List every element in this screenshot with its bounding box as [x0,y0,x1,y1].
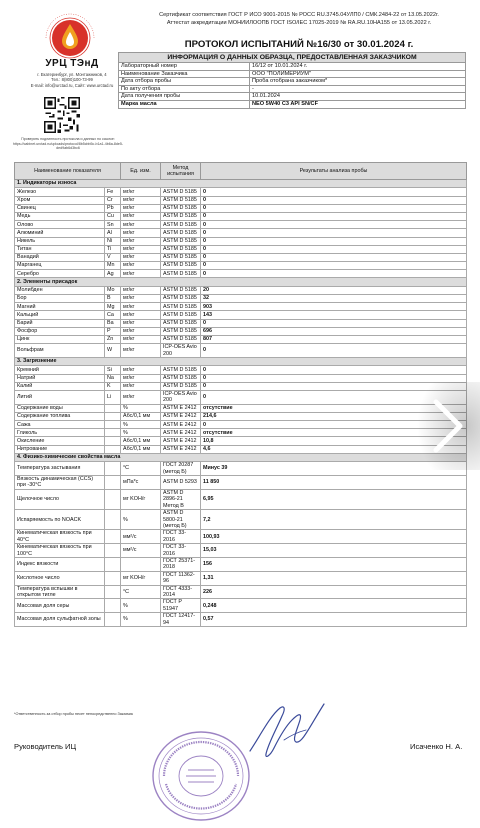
column-header: Наименование показателя [15,163,121,180]
table-row [15,530,467,544]
info-value: ООО "ПОЛИМЕРИУМ" [250,70,466,78]
element-symbol [105,571,121,585]
unit: мг/кг [121,335,161,343]
element-symbol: Sn [105,221,121,229]
result-value: 11 850 [201,476,467,490]
test-method: ASTM E 2412 [161,421,201,429]
test-method: ASTM D 5185 [161,335,201,343]
unit [121,557,161,571]
indicator-name: Молибден [15,286,105,294]
unit: % [121,421,161,429]
table-row [15,585,467,599]
unit: мг/кг [121,270,161,278]
element-symbol [105,544,121,558]
info-value: NEO 5W40 C3 API SN/CF [250,100,466,108]
unit: мг/кг [121,245,161,253]
indicator-name: Хром [15,196,105,204]
result-value: 226 [201,585,467,599]
unit: мг/кг [121,221,161,229]
sample-info-title: ИНФОРМАЦИЯ О ДАННЫХ ОБРАЗЦА, ПРЕДОСТАВЛЕННАЯ ЗАКАЗЧИКОМ [119,53,466,63]
element-symbol: Cu [105,212,121,220]
certificate-line: Сертификат соответствия ГОСТ Р ИСО 9001-2015 № РОСС RU.3745.04УЛП0 / СМК.2484-22 от 13.05.2022г. [159,12,439,18]
unit: мПа*с [121,476,161,490]
test-method: ASTM E 2412 [161,445,201,453]
info-label: По акту отбора [119,85,250,93]
unit: мг/кг [121,237,161,245]
indicator-name: Медь [15,212,105,220]
element-symbol: Pb [105,204,121,212]
element-symbol: Li [105,390,121,404]
result-value: 0 [201,212,467,220]
unit: мм²/с [121,530,161,544]
info-value: 10.01.2024 [250,93,466,101]
info-label: Наименование Заказчика [119,70,250,78]
unit: мг/кг [121,188,161,196]
test-method: ASTM D 5185 [161,327,201,335]
result-value: 0 [201,253,467,261]
unit: мг/кг [121,319,161,327]
test-method: ASTM D 5185 [161,212,201,220]
unit: Абс/0,1 мм [121,412,161,420]
indicator-name: Массовая доля сульфатной золы [15,613,105,627]
result-value: 20 [201,286,467,294]
table-row [15,489,467,509]
element-symbol [105,530,121,544]
footnote: *Ответственность за отбор пробы несет непосредственно Заказчик [14,712,134,716]
result-value: 0 [201,421,467,429]
indicator-name: Фосфор [15,327,105,335]
table-row [15,212,467,220]
table-row [15,404,467,412]
org-address: г. Екатеринбург, ул. Монтажников, 4 [37,72,107,77]
result-value: 0 [201,319,467,327]
test-method: ASTM D 5185 [161,237,201,245]
unit: мг/кг [121,204,161,212]
element-symbol: Fe [105,188,121,196]
indicator-name: Титан [15,245,105,253]
element-symbol: Ba [105,319,121,327]
table-row [15,270,467,278]
element-symbol [105,429,121,437]
unit: % [121,510,161,530]
element-symbol [105,510,121,530]
table-row [15,253,467,261]
element-symbol [105,437,121,445]
test-method: ASTM D 5293 [161,476,201,490]
result-value: 6,95 [201,489,467,509]
result-value: 0 [201,221,467,229]
indicator-name: Марганец [15,262,105,270]
unit: мг KOH/г [121,571,161,585]
test-method: ГОСТ 4333-2014 [161,585,201,599]
indicator-name: Калий [15,382,105,390]
qr-caption: Проверить подлинность протокола и данных по ссылке: https://cabinet.urctad.ru/uploads/protocol/8b5cbb5c-b1a1-4b6a-8de5-ded9ab6d3bc6 [12,137,124,151]
result-value: 0 [201,390,467,404]
section-row [15,180,467,188]
unit: мг/кг [121,295,161,303]
element-symbol [105,613,121,627]
indicator-name: Серебро [15,270,105,278]
official-stamp [150,728,252,824]
section-row [15,278,467,286]
test-method: ГОСТ 25371-2018 [161,557,201,571]
table-row [15,390,467,404]
test-method: ASTM D 5185 [161,196,201,204]
unit: % [121,404,161,412]
result-value: 903 [201,303,467,311]
result-value: 0 [201,344,467,358]
element-symbol: Al [105,229,121,237]
result-value: 0,248 [201,599,467,613]
result-value: 0 [201,196,467,204]
test-method: ГОСТ 20287 (метод Б) [161,462,201,476]
result-value: 15,03 [201,544,467,558]
indicator-name: Содержание топлива [15,412,105,420]
test-method: ASTM D 5185 [161,286,201,294]
indicator-name: Ванадий [15,253,105,261]
info-label: Марка масла [119,100,250,108]
table-row [15,437,467,445]
result-value: 0 [201,229,467,237]
table-row [15,196,467,204]
element-symbol [105,421,121,429]
element-symbol: Ni [105,237,121,245]
table-row [15,303,467,311]
org-name: УРЦ ТЭнД [45,58,99,69]
result-value: Минус 39 [201,462,467,476]
element-symbol [105,476,121,490]
unit: мг/кг [121,253,161,261]
test-method: ASTM D 5185 [161,245,201,253]
element-symbol: P [105,327,121,335]
table-row [15,476,467,490]
table-row [15,412,467,420]
signatory-title: Руководитель ИЦ [14,742,77,751]
indicator-name: Литий [15,390,105,404]
result-value: 100,93 [201,530,467,544]
test-method: ASTM E 2412 [161,412,201,420]
table-row [15,286,467,294]
test-method: ICP-OES Avio 200 [161,390,201,404]
sample-info-table [118,52,466,109]
test-method: ASTM D 5185 [161,382,201,390]
table-row [15,221,467,229]
indicator-name: Окисление [15,437,105,445]
info-label: Лабораторный номер [119,63,250,71]
column-header: Ед. изм. [121,163,161,180]
unit: мг/кг [121,382,161,390]
info-label: Дата получения пробы [119,93,250,101]
unit: мг/кг [121,262,161,270]
test-method: ASTM D 5185 [161,270,201,278]
result-value: 4,6 [201,445,467,453]
test-method: ASTM D 5185 [161,374,201,382]
test-method: ASTM D 5185 [161,311,201,319]
unit: мг/кг [121,311,161,319]
unit: мг/кг [121,390,161,404]
test-method: ГОСТ 33-2016 [161,544,201,558]
element-symbol [105,404,121,412]
result-value: 0 [201,245,467,253]
result-value: отсутствие [201,404,467,412]
indicator-name: Испаряемость по NOACK [15,510,105,530]
section-title: 2. Элементы присадок [15,278,467,286]
element-symbol [105,412,121,420]
test-method: ASTM E 2412 [161,429,201,437]
element-symbol [105,445,121,453]
indicator-name: Железо [15,188,105,196]
result-value: 0 [201,366,467,374]
results-body [15,180,467,627]
table-row [15,613,467,627]
results-table [14,162,467,627]
table-row [15,366,467,374]
element-symbol: Si [105,366,121,374]
test-method: ASTM D 5185 [161,295,201,303]
section-title: 1. Индикаторы износа [15,180,467,188]
table-row [15,295,467,303]
unit: мг/кг [121,366,161,374]
unit: % [121,613,161,627]
indicator-name: Температура вспышки в открытом тигле [15,585,105,599]
result-value: 156 [201,557,467,571]
test-method: ASTM D 5185 [161,253,201,261]
unit: мг/кг [121,229,161,237]
element-symbol: Na [105,374,121,382]
test-method: ASTM D 5185 [161,188,201,196]
indicator-name: Натрий [15,374,105,382]
result-value: 0,57 [201,613,467,627]
test-method: ASTM D 5185 [161,319,201,327]
indicator-name: Кинематическая вязкость при 100°С [15,544,105,558]
unit: мг/кг [121,344,161,358]
accreditation-line: Аттестат аккредитации МОНИИЛООПБ ГОСТ ISO/IEC 17025-2019 № RA.RU.10HA155 от 13.05.2022 г. [166,20,432,26]
unit: % [121,429,161,437]
indicator-name: Бор [15,295,105,303]
table-row [15,245,467,253]
element-symbol: Ti [105,245,121,253]
result-value: 0 [201,270,467,278]
qr-code[interactable] [44,97,80,133]
element-symbol: W [105,344,121,358]
element-symbol: Mg [105,303,121,311]
table-row [15,374,467,382]
indicator-name: Массовая доля серы [15,599,105,613]
test-method: ГОСТ 33-2016 [161,530,201,544]
indicator-name: Кинематическая вязкость при 40°С [15,530,105,544]
element-symbol: K [105,382,121,390]
signatory-name: Исаченко Н. А. [410,742,463,751]
element-symbol [105,462,121,476]
indicator-name: Гликоль [15,429,105,437]
info-value: 16/12 от 10.01.2024 г. [250,63,466,71]
table-row [15,204,467,212]
unit: мг/кг [121,374,161,382]
test-method: ASTM D 5185 [161,366,201,374]
result-value: 10,8 [201,437,467,445]
unit: Абс/0,1 мм [121,445,161,453]
element-symbol: Mo [105,286,121,294]
chevron-right-icon[interactable] [410,382,480,470]
test-method: ГОСТ Р 51947 [161,599,201,613]
indicator-name: Никель [15,237,105,245]
table-row [15,327,467,335]
unit: мг/кг [121,196,161,204]
result-value: 0 [201,204,467,212]
table-row [15,311,467,319]
info-label: Дата отбора пробы [119,78,250,86]
result-value: 214,6 [201,412,467,420]
section-title: 4. Физико-химические свойства масла [15,453,467,461]
table-row [15,421,467,429]
org-web: E-mail: info@urctad.ru, Сайт: www.urctad.ru [30,82,114,88]
indicator-name: Алюминий [15,229,105,237]
test-method: ASTM D 5800-21 (метод Б) [161,510,201,530]
test-method: ICP-OES Avio 200 [161,344,201,358]
section-row [15,357,467,365]
result-value: 32 [201,295,467,303]
unit: мг KOH/г [121,489,161,509]
test-method: ASTM D 2896-21 Метод B [161,489,201,509]
test-method: ASTM E 2412 [161,404,201,412]
table-row [15,557,467,571]
protocol-title: ПРОТОКОЛ ИСПЫТАНИЙ №16/30 от 30.01.2024 г. [184,39,414,50]
table-row [15,344,467,358]
element-symbol: B [105,295,121,303]
element-symbol: Ag [105,270,121,278]
indicator-name: Нитрование [15,445,105,453]
element-symbol: Zn [105,335,121,343]
test-method: ASTM D 5185 [161,204,201,212]
unit: мг/кг [121,303,161,311]
indicator-name: Олово [15,221,105,229]
org-phone: Тел.: 8(800)100-73-99 [51,77,93,83]
section-row [15,453,467,461]
element-symbol: V [105,253,121,261]
section-title: 3. Загрязнение [15,357,467,365]
table-row [15,262,467,270]
indicator-name: Кальций [15,311,105,319]
test-method: ASTM D 5185 [161,229,201,237]
table-row [15,571,467,585]
indicator-name: Вязкость динамическая (CCS) при -30°С [15,476,105,490]
result-value: 0 [201,237,467,245]
result-value: 696 [201,327,467,335]
result-value: 1,31 [201,571,467,585]
element-symbol: Cr [105,196,121,204]
element-symbol: Ca [105,311,121,319]
unit: % [121,599,161,613]
result-value: 0 [201,382,467,390]
indicator-name: Индекс вязкости [15,557,105,571]
result-value: 143 [201,311,467,319]
table-row [15,229,467,237]
table-row [15,188,467,196]
result-value: 0 [201,374,467,382]
table-row [15,382,467,390]
element-symbol [105,489,121,509]
indicator-name: Щелочное число [15,489,105,509]
indicator-name: Кислотное число [15,571,105,585]
table-row [15,462,467,476]
indicator-name: Свинец [15,204,105,212]
unit: мг/кг [121,286,161,294]
test-method: ГОСТ 12417-94 [161,613,201,627]
table-row [15,544,467,558]
element-symbol [105,557,121,571]
test-method: ASTM D 5185 [161,262,201,270]
element-symbol [105,585,121,599]
org-contacts [8,72,136,88]
table-row [15,445,467,453]
unit: Абс/0,1 мм [121,437,161,445]
result-value: отсутствие [201,429,467,437]
unit: мм²/с [121,544,161,558]
indicator-name: Сажа [15,421,105,429]
table-row [15,319,467,327]
test-method: ASTM D 5185 [161,303,201,311]
indicator-name: Содержание воды [15,404,105,412]
element-symbol [105,599,121,613]
indicator-name: Магний [15,303,105,311]
result-value: 807 [201,335,467,343]
info-value: Проба отобрана заказчиком* [250,78,466,86]
table-row [15,510,467,530]
column-header: Метод испытания [161,163,201,180]
result-value: 0 [201,188,467,196]
test-method: ГОСТ 11362-96 [161,571,201,585]
table-row [15,335,467,343]
test-method: ASTM E 2412 [161,437,201,445]
unit: °С [121,462,161,476]
unit: мг/кг [121,212,161,220]
test-method: ASTM D 5185 [161,221,201,229]
indicator-name: Цинк [15,335,105,343]
indicator-name: Температура застывания [15,462,105,476]
result-value: 7,2 [201,510,467,530]
handwritten-signature [240,696,330,766]
indicator-name: Вольфрам [15,344,105,358]
element-symbol: Mn [105,262,121,270]
info-value: - [250,85,466,93]
unit: мг/кг [121,327,161,335]
table-row [15,237,467,245]
unit: °С [121,585,161,599]
indicator-name: Кремний [15,366,105,374]
column-header: Результаты анализа пробы [201,163,467,180]
table-row [15,429,467,437]
result-value: 0 [201,262,467,270]
table-row [15,599,467,613]
indicator-name: Барий [15,319,105,327]
